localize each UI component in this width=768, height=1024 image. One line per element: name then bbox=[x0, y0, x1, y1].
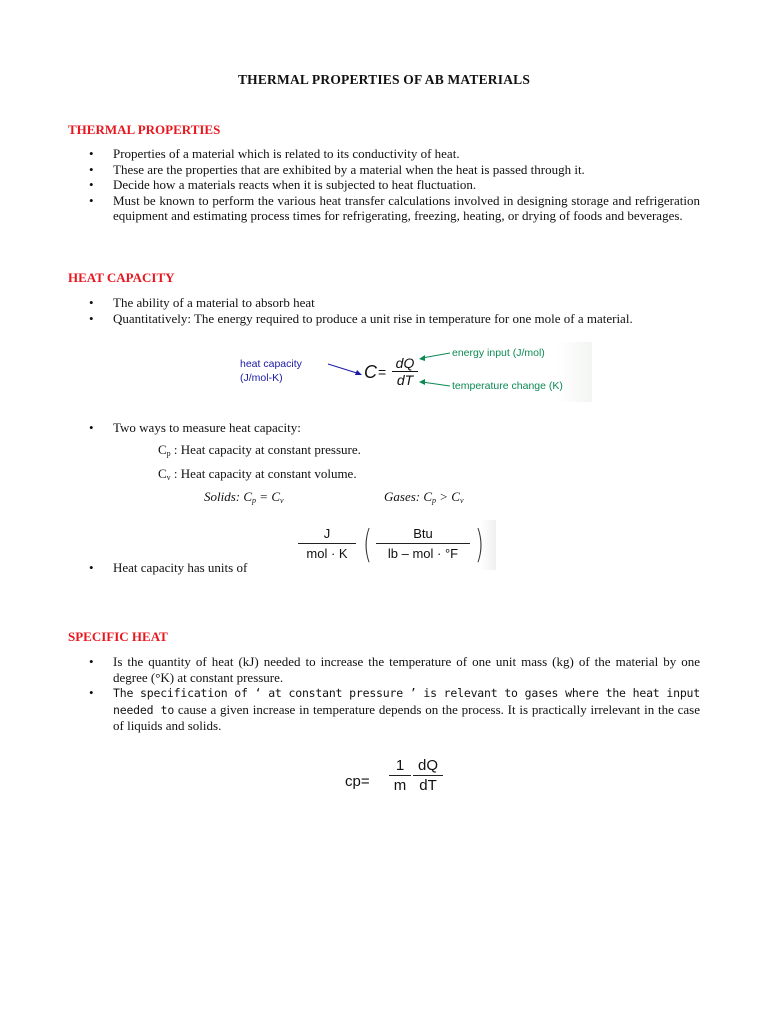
cp-lhs: cp= bbox=[345, 773, 370, 790]
list-item: • The ability of a material to absorb heat bbox=[68, 295, 700, 311]
paren-open: ( bbox=[362, 522, 372, 566]
one-over-m-fraction bbox=[389, 756, 411, 796]
heat-capacity-list bbox=[68, 295, 700, 326]
heading-heat-capacity: HEAT CAPACITY bbox=[68, 270, 175, 285]
list-item: • Heat capacity has units of bbox=[68, 560, 700, 576]
heat-capacity-label bbox=[240, 358, 302, 385]
cp-text: : Heat capacity at constant pressure. bbox=[170, 442, 361, 457]
solids-mid: = C bbox=[256, 489, 280, 504]
energy-input-label: energy input (J/mol) bbox=[452, 347, 545, 359]
list-item: • These are the properties that are exhibited by a material when the heat is passed through it. bbox=[68, 162, 700, 178]
cp-symbol: C bbox=[158, 442, 167, 457]
paren-close: ) bbox=[474, 522, 484, 566]
temperature-change-label: temperature change (K) bbox=[452, 380, 563, 392]
fraction-numerator-1: 1 bbox=[389, 756, 411, 776]
heat-capacity-formula bbox=[236, 342, 592, 402]
solids-relation bbox=[204, 489, 284, 505]
list-item: • Properties of a material which is related to its conductivity of heat. bbox=[68, 146, 700, 162]
list-item bbox=[68, 685, 700, 734]
formula-equals: = bbox=[378, 364, 387, 380]
label-line-1: heat capacity bbox=[240, 358, 302, 370]
rest-text: cause a given increase in temperature depends on the process. It is practically irrelevant in the case of liquids and solids. bbox=[113, 701, 701, 734]
cp-subscript: p bbox=[166, 449, 171, 458]
fraction-denominator-dt: dT bbox=[419, 777, 437, 794]
formula-fraction bbox=[392, 356, 418, 389]
units-fraction-imperial bbox=[376, 524, 470, 564]
mono-line: The specification of ‘ at constant pressure ’ is relevant to gases where the heat input needed to bbox=[113, 686, 700, 717]
gases-mid: > C bbox=[436, 489, 460, 504]
fraction-denominator-m: m bbox=[393, 777, 407, 794]
document-title: THERMAL PROPERTIES OF AB MATERIALS bbox=[237, 72, 531, 87]
list-item: • Two ways to measure heat capacity: bbox=[68, 420, 700, 436]
cv-symbol: C bbox=[158, 466, 167, 481]
solids-sub-p: p bbox=[252, 496, 257, 505]
fraction-numerator: dQ bbox=[392, 356, 418, 372]
formula-lhs: C bbox=[364, 362, 377, 382]
label-line-2: (J/mol-K) bbox=[240, 371, 283, 384]
specific-heat-formula bbox=[345, 756, 455, 806]
heading-thermal-properties: THERMAL PROPERTIES bbox=[68, 122, 221, 137]
specific-heat-list bbox=[68, 654, 700, 734]
heading-specific-heat: SPECIFIC HEAT bbox=[68, 629, 168, 644]
list-item: • Decide how a materials reacts when it is subjected to heat fluctuation. bbox=[68, 177, 700, 193]
fraction-numerator-dq: dQ bbox=[413, 756, 443, 776]
cv-text: : Heat capacity at constant volume. bbox=[170, 466, 357, 481]
units-numerator-j: J bbox=[298, 524, 356, 544]
cp-definition bbox=[158, 442, 361, 458]
list-item: • Quantitatively: The energy required to produce a unit rise in temperature for one mole of a material. bbox=[68, 311, 700, 327]
dq-over-dt-fraction bbox=[413, 756, 443, 796]
measure-list bbox=[68, 420, 700, 436]
gases-relation bbox=[384, 489, 464, 505]
fraction-denominator: dT bbox=[396, 372, 414, 388]
cv-definition bbox=[158, 466, 357, 482]
units-denominator-lbmolf: lb – mol · °F bbox=[387, 546, 459, 561]
list-item: • Must be known to perform the various heat transfer calculations involved in designing storage and refrigeration equipment and estimating process times for refrigerating, freezing, heating, or drying of foods and beverages. bbox=[68, 193, 700, 224]
gases-sub-p: p bbox=[432, 496, 437, 505]
gases-sub-v: v bbox=[459, 496, 464, 505]
thermal-properties-list bbox=[68, 146, 700, 224]
solids-prefix: Solids: C bbox=[204, 489, 253, 504]
units-denominator-molk: mol · K bbox=[306, 546, 348, 561]
solids-sub-v: v bbox=[280, 496, 284, 505]
cv-subscript: v bbox=[166, 473, 171, 482]
units-fraction-si bbox=[298, 524, 356, 564]
list-item: • Is the quantity of heat (kJ) needed to increase the temperature of one unit mass (kg) of the material by one degree (°K) at constant pressure. bbox=[68, 654, 700, 685]
gases-prefix: Gases: C bbox=[384, 489, 433, 504]
units-list bbox=[68, 560, 700, 576]
units-numerator-btu: Btu bbox=[376, 524, 470, 544]
